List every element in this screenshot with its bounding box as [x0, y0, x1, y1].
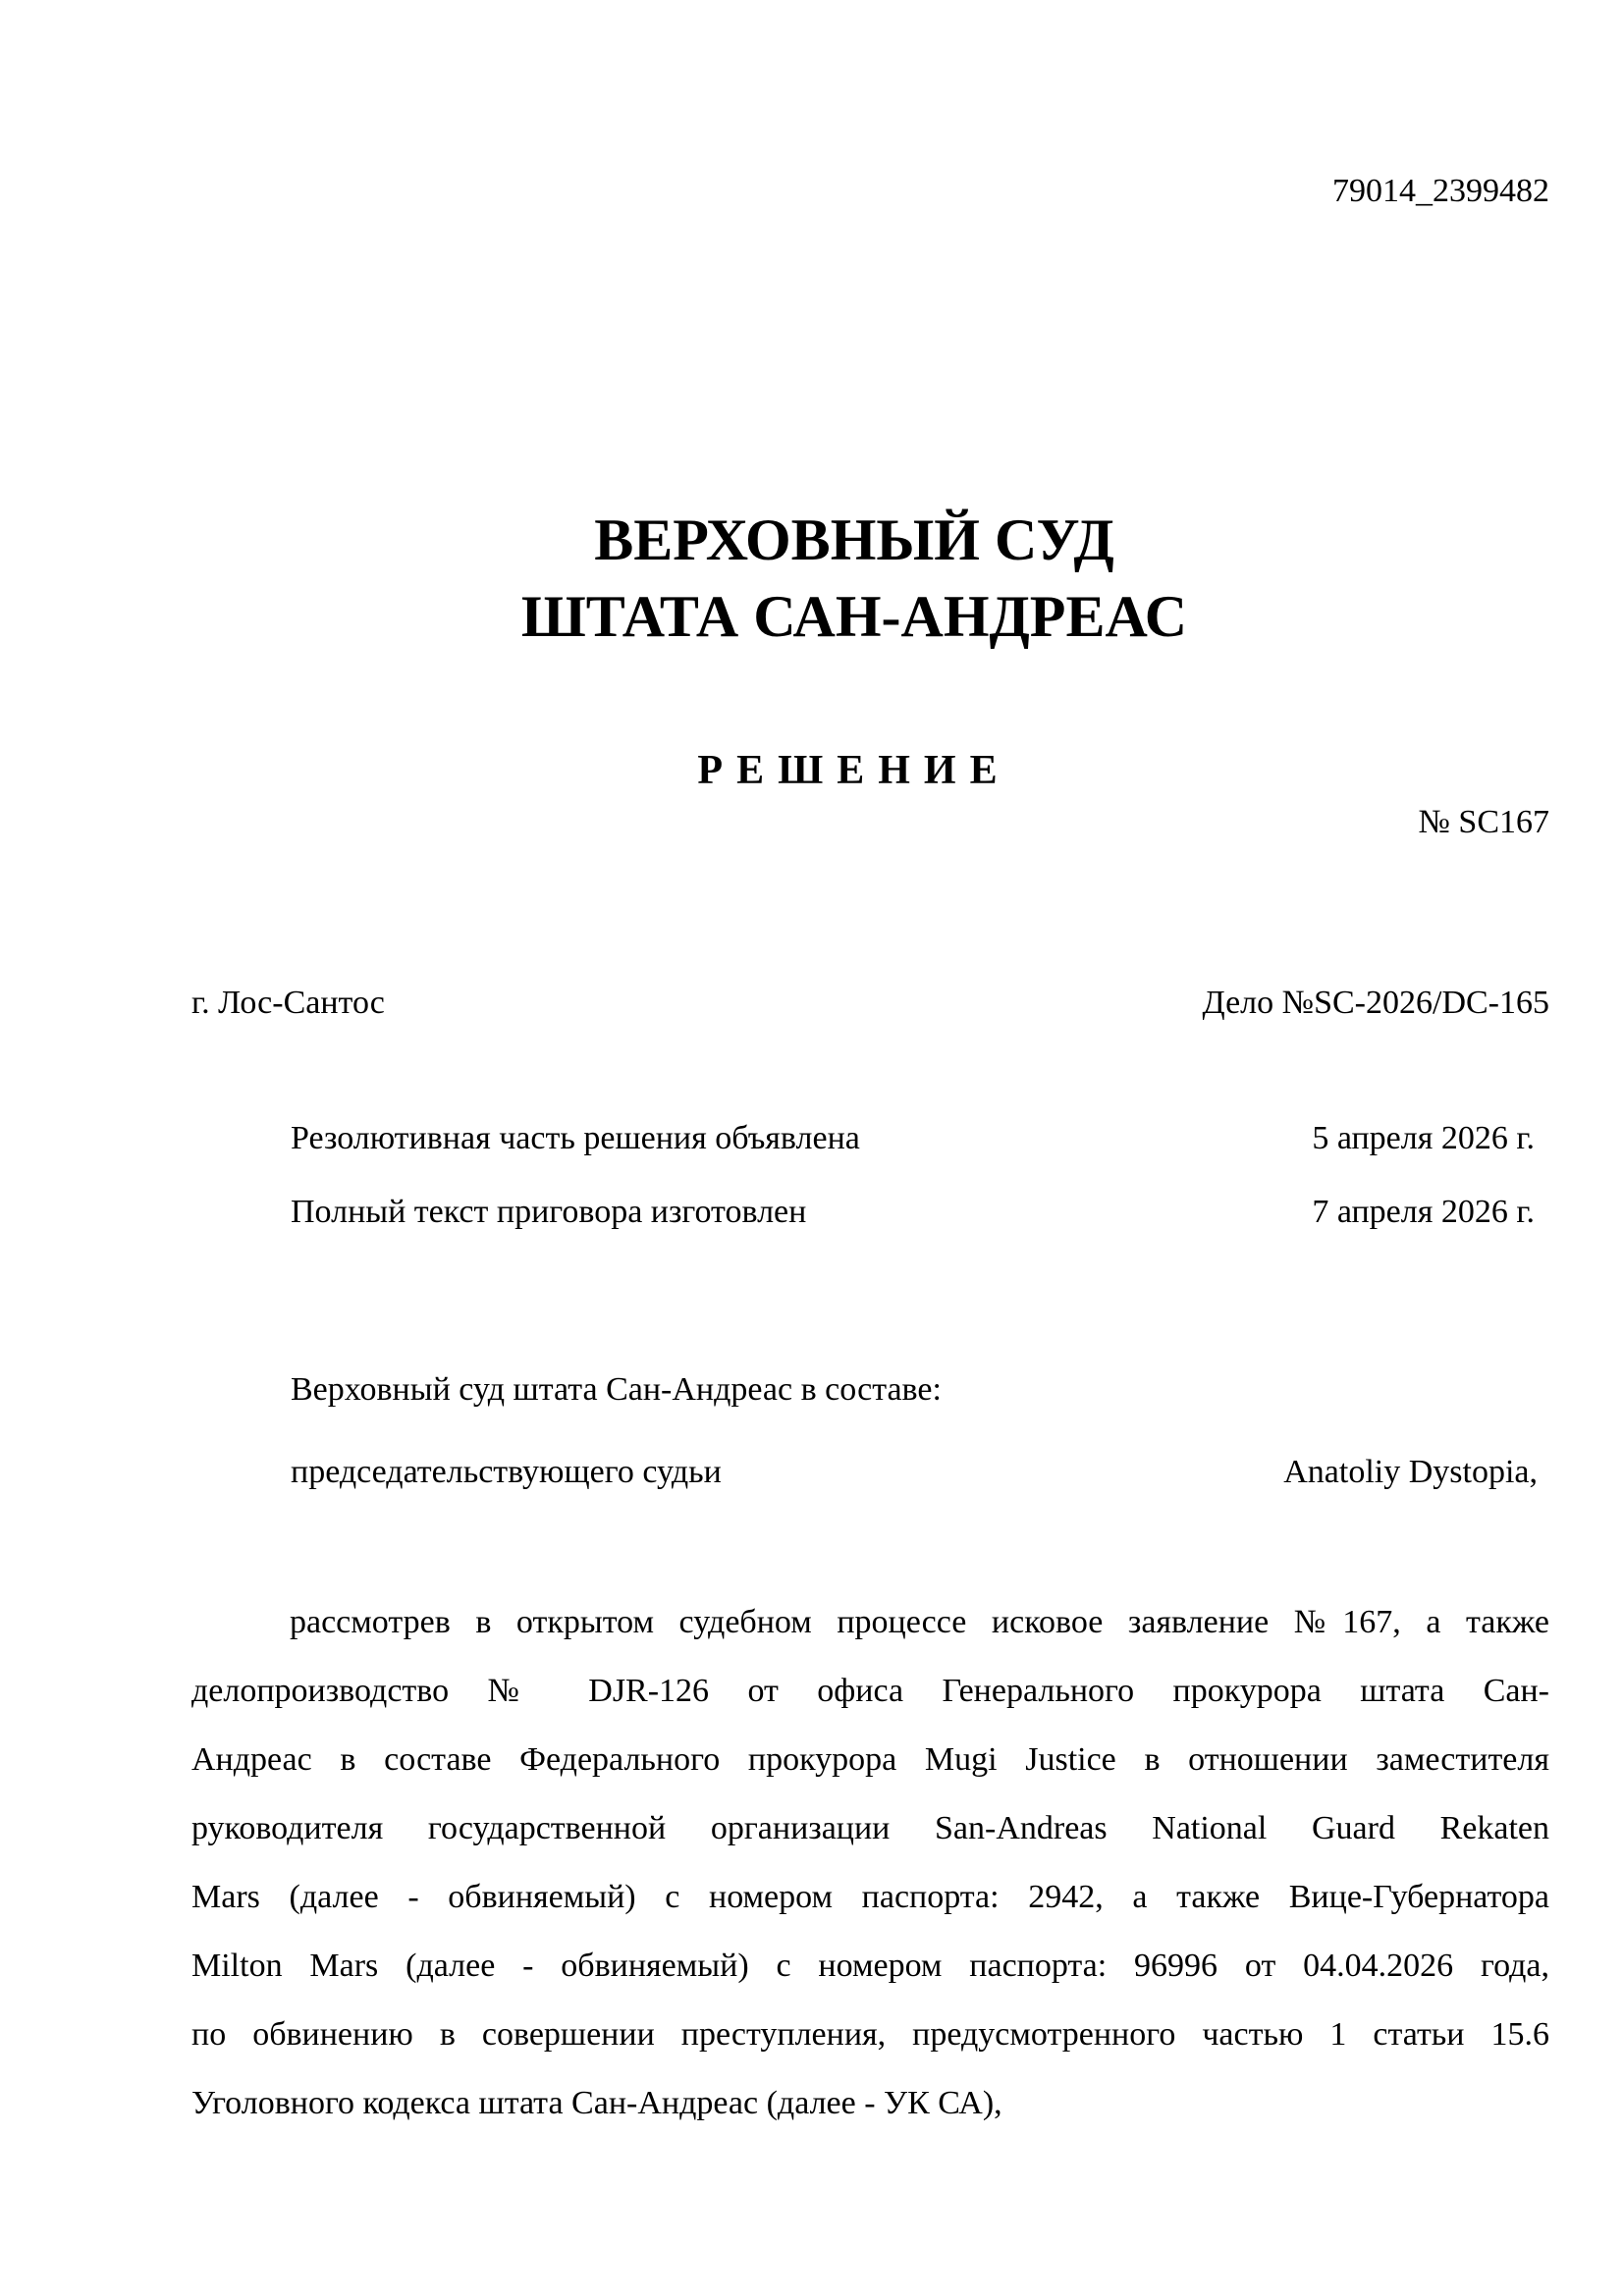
presiding-judge: Anatoliy Dystopia, — [1283, 1454, 1538, 1490]
date-label-operative: Резолютивная часть решения объявлена — [291, 1120, 860, 1156]
paragraph-line: Уголовного кодекса штата Сан-Андреас (далее - УК СА), — [191, 2085, 1002, 2121]
court-title-line-2: ШТАТА САН-АНДРЕАС — [520, 584, 1188, 649]
main-paragraph — [191, 1602, 1549, 2152]
paragraph-line: Андреас в составе Федерального прокурора Mugi Justice в отношении заместителя — [191, 1741, 1549, 1778]
city: г. Лос-Сантос — [191, 985, 385, 1021]
decision-number: № SC167 — [1418, 804, 1549, 840]
paragraph-line: по обвинению в совершении преступления, предусмотренного частью 1 статьи 15.6 — [191, 2016, 1549, 2053]
paragraph-line: делопроизводство № DJR-126 от офиса Генерального прокурора штата Сан- — [191, 1673, 1549, 1709]
document-id: 79014_2399482 — [1332, 173, 1549, 209]
paragraph-line: руководителя государственной организации San-Andreas National Guard Rekaten — [191, 1810, 1549, 1846]
composition-role: председательствующего судьи — [291, 1454, 722, 1490]
date-value-operative: 5 апреля 2026 г. — [1312, 1120, 1535, 1156]
composition-intro: Верховный суд штата Сан-Андреас в составе: — [291, 1371, 942, 1408]
paragraph-line: Milton Mars (далее - обвиняемый) с номером паспорта: 96996 от 04.04.2026 года, — [191, 1948, 1549, 1984]
court-title-line-1: ВЕРХОВНЫЙ СУД — [594, 507, 1114, 572]
paragraph-line: Mars (далее - обвиняемый) с номером паспорта: 2942, а также Вице-Губернатора — [191, 1879, 1549, 1915]
date-value-full-text: 7 апреля 2026 г. — [1312, 1194, 1535, 1230]
decision-heading: РЕШЕНИЕ — [697, 748, 1011, 793]
date-label-full-text: Полный текст приговора изготовлен — [291, 1194, 807, 1230]
paragraph-line: рассмотрев в открытом судебном процессе исковое заявление №167, а также — [290, 1604, 1549, 1640]
case-number: Дело №SC-2026/DC-165 — [1202, 985, 1549, 1021]
